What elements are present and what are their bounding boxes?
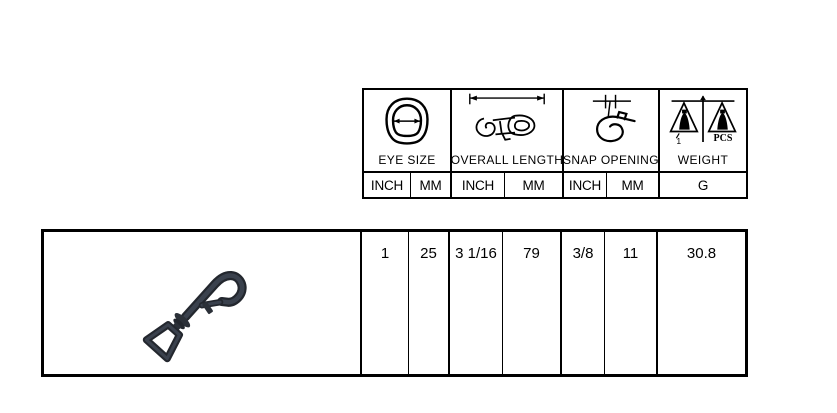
snap-opening-icon [564, 90, 658, 153]
unit-cell-weight-g: G [697, 177, 709, 193]
value-cell-eye-size-inch: 1 [362, 232, 409, 374]
unit-cell-snap-mm: MM [607, 173, 660, 197]
value-cell-snap-opening-mm: 11 [605, 232, 658, 374]
unit-cell-eye-inch: INCH [364, 173, 411, 197]
spec-header-table [362, 88, 748, 199]
unit-cell-oal-mm: MM [505, 173, 564, 197]
value-cell-overall-length-inch: 3 1/16 [450, 232, 503, 374]
header-cell-snap-opening [564, 90, 660, 171]
value-cell-eye-size-mm: 25 [409, 232, 450, 374]
product-image-cell [44, 232, 362, 374]
unit-cell-oal-inch: INCH [452, 173, 505, 197]
header-cell-overall-length [452, 90, 564, 171]
weight-scale-icon [660, 90, 746, 153]
value-cell-weight-g: 30.8 [686, 245, 717, 262]
value-cell-overall-length-mm: 79 [503, 232, 562, 374]
header-group-row [364, 90, 746, 173]
value-cell-snap-opening-inch: 3/8 [562, 232, 605, 374]
spec-data-table [41, 229, 748, 377]
header-unit-row [364, 173, 746, 197]
unit-cell-snap-inch: INCH [564, 173, 607, 197]
header-cell-eye-size [364, 90, 452, 171]
header-label-overall-length: OVERALL LENGTH [450, 153, 564, 167]
overall-length-icon [452, 90, 562, 153]
weight-icon-left-pan-label: 1 [676, 135, 682, 146]
product-photo-swivel-snap-hook [114, 236, 266, 380]
header-label-snap-opening: SNAP OPENING [563, 153, 659, 167]
eye-size-icon [364, 90, 450, 153]
header-label-eye-size: EYE SIZE [378, 153, 436, 167]
header-cell-weight [660, 90, 746, 171]
unit-cell-eye-mm: MM [411, 173, 452, 197]
header-label-weight: WEIGHT [677, 153, 729, 167]
weight-icon-right-pan-label: PCS [713, 132, 733, 144]
